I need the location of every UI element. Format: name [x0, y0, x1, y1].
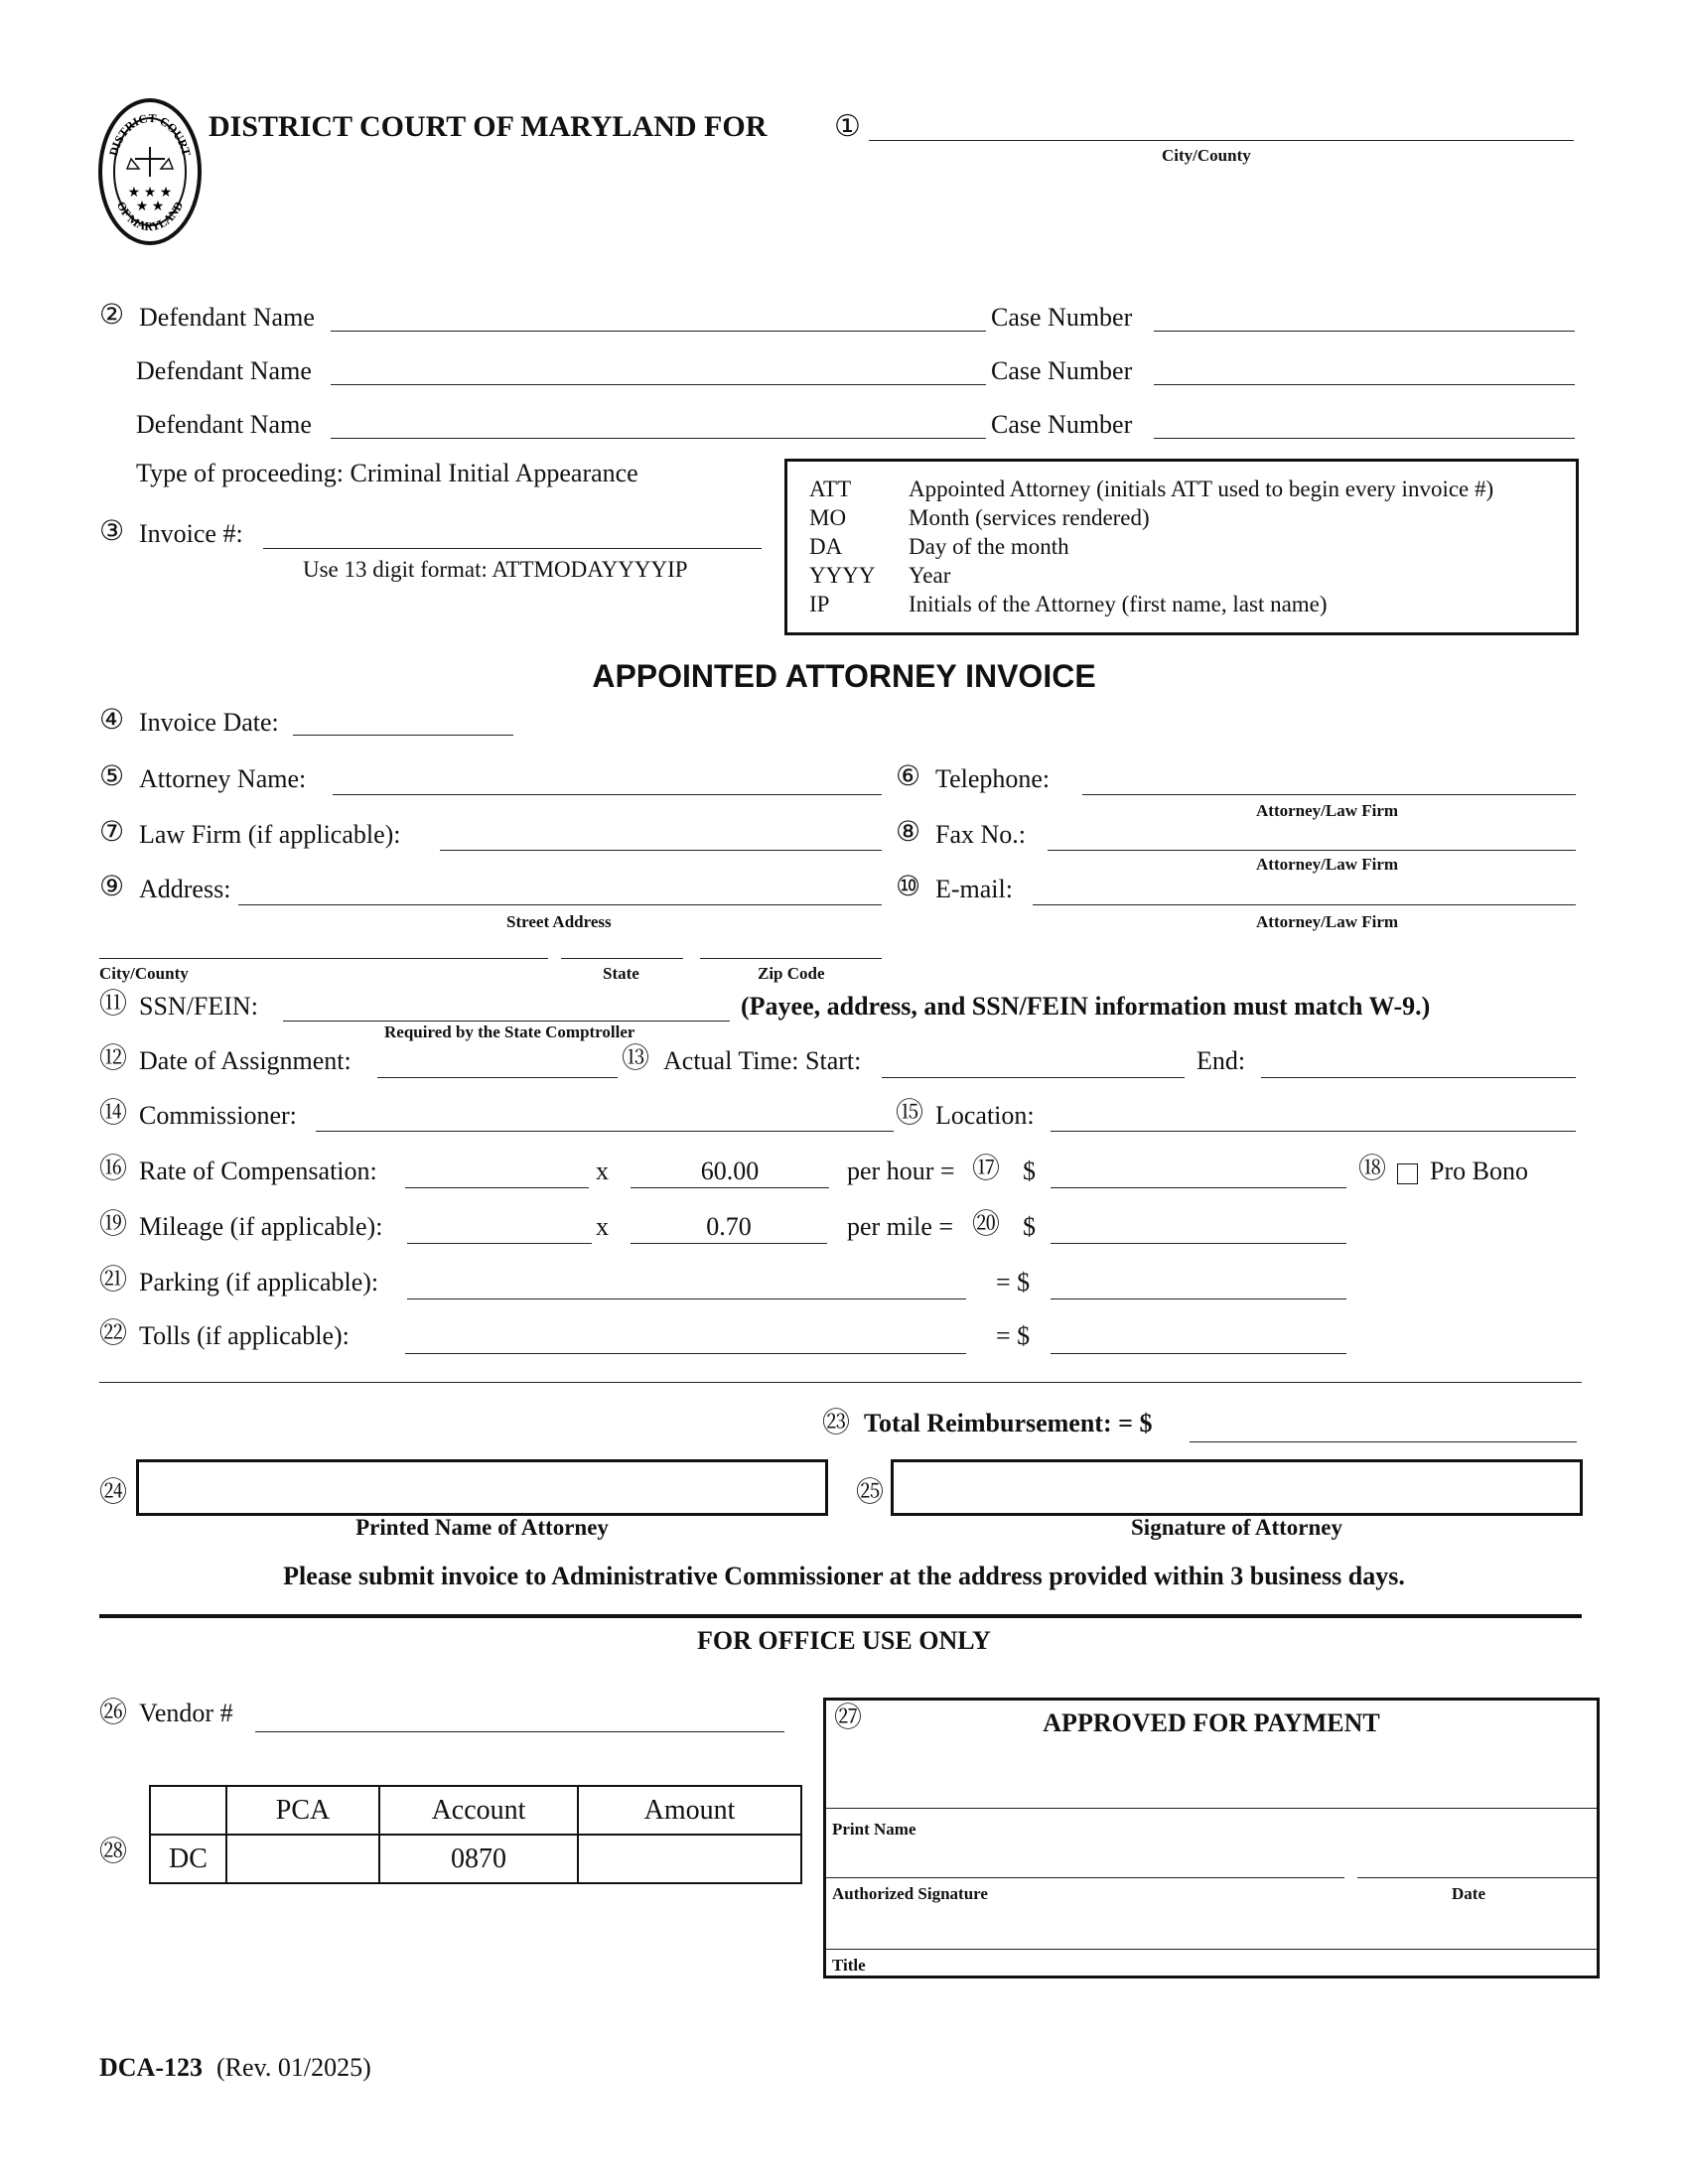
end-time-input[interactable] — [1261, 1046, 1576, 1078]
defendant-name-label: Defendant Name — [139, 303, 315, 332]
account-table — [149, 1785, 802, 1884]
rate-hours-input[interactable] — [405, 1157, 589, 1188]
field-number-9: ⑨ — [99, 872, 125, 902]
field-number-16: ⑯ — [99, 1154, 128, 1184]
field-number-22: ㉒ — [99, 1318, 128, 1349]
printed-name-caption: Printed Name of Attorney — [355, 1515, 609, 1540]
field-number-6: ⑥ — [896, 761, 921, 792]
tolls-total-input[interactable] — [1051, 1323, 1346, 1354]
w9-note: (Payee, address, and SSN/FEIN information must match W-9.) — [741, 992, 1431, 1021]
field-number-4: ④ — [99, 705, 125, 736]
invoice-date-label: Invoice Date: — [139, 708, 279, 737]
legend-desc: Appointed Attorney (initials ATT used to begin every invoice #) — [909, 477, 1494, 501]
authorized-signature-label: Authorized Signature — [832, 1884, 988, 1903]
actual-time-start-label: Actual Time: Start: — [663, 1046, 862, 1075]
per-hour-label: per hour = — [847, 1157, 955, 1185]
rate-dollar: $ — [1023, 1157, 1036, 1185]
proceeding-type: Type of proceeding: Criminal Initial Appearance — [136, 459, 638, 487]
field-number-27: ㉗ — [834, 1703, 863, 1733]
location-input[interactable] — [1051, 1100, 1576, 1132]
legend-desc: Day of the month — [909, 534, 1069, 559]
parking-total-input[interactable] — [1051, 1268, 1346, 1299]
street-address-input[interactable] — [238, 874, 882, 905]
table-row — [150, 1835, 801, 1883]
telephone-caption: Attorney/Law Firm — [1256, 801, 1399, 820]
fax-input[interactable] — [1048, 820, 1576, 851]
field-number-1: ① — [834, 110, 861, 143]
attorney-name-label: Attorney Name: — [139, 764, 307, 793]
mileage-total-input[interactable] — [1051, 1212, 1346, 1244]
invoice-code-legend — [784, 459, 1579, 635]
ssn-label: SSN/FEIN: — [139, 992, 258, 1021]
telephone-label: Telephone: — [935, 764, 1051, 793]
total-reimbursement-input[interactable] — [1190, 1411, 1577, 1442]
city-county-caption: City/County — [1162, 146, 1251, 165]
tolls-label: Tolls (if applicable): — [139, 1321, 350, 1350]
form-revision: (Rev. 01/2025) — [216, 2053, 371, 2082]
legend-code: MO — [809, 505, 847, 530]
address-label: Address: — [139, 875, 231, 903]
field-number-19: ⑲ — [99, 1209, 128, 1240]
parking-input[interactable] — [407, 1268, 966, 1299]
mileage-input[interactable] — [407, 1212, 592, 1244]
vendor-input[interactable] — [255, 1701, 784, 1732]
fax-caption: Attorney/Law Firm — [1256, 855, 1399, 874]
email-caption: Attorney/Law Firm — [1256, 912, 1399, 931]
rate-total-input[interactable] — [1051, 1157, 1346, 1188]
form-title: APPOINTED ATTORNEY INVOICE — [592, 658, 1096, 694]
rate-value-text: 60.00 — [700, 1157, 760, 1185]
telephone-input[interactable] — [1082, 764, 1576, 795]
city-county-address-caption: City/County — [99, 964, 189, 983]
approval-box — [823, 1698, 1600, 1979]
legend-desc: Year — [909, 563, 951, 588]
invoice-date-input[interactable] — [293, 707, 513, 736]
approval-date-label: Date — [1452, 1884, 1485, 1903]
svg-text:★ ★: ★ ★ — [135, 200, 165, 214]
legend-desc: Initials of the Attorney (first name, last name) — [909, 592, 1328, 616]
parking-label: Parking (if applicable): — [139, 1268, 379, 1297]
defendant-name-input-2[interactable] — [331, 351, 986, 385]
case-number-label: Case Number — [991, 356, 1133, 385]
seal-top-text: DISTRICT COURT — [105, 110, 195, 158]
court-seal — [97, 97, 203, 246]
zip-code-caption: Zip Code — [758, 964, 825, 983]
per-mile-label: per mile = — [847, 1212, 954, 1241]
vendor-label: Vendor # — [139, 1699, 233, 1727]
rate-label: Rate of Compensation: — [139, 1157, 377, 1185]
state-input[interactable] — [561, 933, 683, 959]
pca-cell[interactable] — [226, 1835, 379, 1883]
title-label: Title — [832, 1956, 866, 1975]
pro-bono-checkbox[interactable] — [1397, 1163, 1418, 1184]
table-row — [150, 1786, 801, 1835]
street-address-caption: Street Address — [506, 912, 612, 931]
field-number-20: ⑳ — [972, 1209, 1001, 1240]
tolls-input[interactable] — [405, 1323, 966, 1354]
invoice-format-hint: Use 13 digit format: ATTMODAYYYYIP — [303, 557, 688, 582]
ssn-fein-input[interactable] — [283, 991, 730, 1022]
email-input[interactable] — [1033, 874, 1576, 905]
field-number-13: ⑬ — [622, 1043, 650, 1074]
field-number-28: ㉘ — [99, 1837, 128, 1867]
defendant-name-label: Defendant Name — [136, 410, 312, 439]
case-number-input-2[interactable] — [1154, 351, 1575, 385]
legend-desc: Month (services rendered) — [909, 505, 1150, 530]
print-name-line[interactable] — [826, 1808, 1597, 1809]
fax-label: Fax No.: — [935, 820, 1026, 849]
commissioner-label: Commissioner: — [139, 1101, 297, 1130]
approval-title: APPROVED FOR PAYMENT — [1043, 1708, 1380, 1737]
table-header-account: Account — [379, 1786, 578, 1835]
legend-code: ATT — [809, 477, 852, 501]
svg-text:★ ★ ★: ★ ★ ★ — [127, 186, 173, 201]
mileage-times: x — [596, 1212, 609, 1241]
commissioner-input[interactable] — [316, 1100, 894, 1132]
attorney-signature-caption: Signature of Attorney — [1131, 1515, 1342, 1540]
defendant-name-input-3[interactable] — [331, 405, 986, 439]
form-id: DCA-123 — [99, 2053, 203, 2082]
ssn-caption: Required by the State Comptroller — [384, 1023, 635, 1041]
table-row-label: DC — [150, 1835, 226, 1883]
office-divider — [99, 1614, 1582, 1618]
field-number-12: ⑫ — [99, 1043, 128, 1074]
case-number-label: Case Number — [991, 303, 1133, 332]
section-divider — [99, 1382, 1582, 1383]
legend-code: DA — [809, 534, 843, 559]
rate-times: x — [596, 1157, 609, 1185]
field-number-10: ⑩ — [896, 872, 921, 902]
email-label: E-mail: — [935, 875, 1013, 903]
case-number-input-3[interactable] — [1154, 405, 1575, 439]
tolls-eq: = $ — [996, 1321, 1031, 1350]
authorized-signature-line[interactable] — [826, 1877, 1344, 1878]
table-header-amount: Amount — [578, 1786, 801, 1835]
submit-note: Please submit invoice to Administrative Commissioner at the address provided within 3 business days. — [283, 1562, 1405, 1590]
case-number-label: Case Number — [991, 410, 1133, 439]
field-number-26: ㉖ — [99, 1698, 128, 1728]
field-number-5: ⑤ — [99, 761, 125, 792]
law-firm-input[interactable] — [440, 820, 882, 851]
account-cell[interactable]: 0870 — [379, 1835, 578, 1883]
zip-code-input[interactable] — [700, 933, 882, 959]
field-number-17: ⑰ — [972, 1154, 1001, 1184]
amount-cell[interactable] — [578, 1835, 801, 1883]
law-firm-label: Law Firm (if applicable): — [139, 820, 401, 849]
court-title: DISTRICT COURT OF MARYLAND FOR — [209, 110, 768, 143]
mileage-label: Mileage (if applicable): — [139, 1212, 383, 1241]
field-number-24: ㉔ — [99, 1477, 128, 1508]
print-name-label: Print Name — [832, 1820, 916, 1839]
field-number-2: ② — [99, 300, 125, 331]
seal-bottom-text: OF MARYLAND — [113, 199, 187, 234]
attorney-signature-box[interactable] — [891, 1459, 1583, 1516]
state-caption: State — [603, 964, 639, 983]
mileage-rate-text: 0.70 — [706, 1212, 752, 1241]
assignment-date-input[interactable] — [377, 1046, 618, 1078]
location-label: Location: — [935, 1101, 1035, 1130]
attorney-name-input[interactable] — [333, 764, 882, 795]
table-header-pca: PCA — [226, 1786, 379, 1835]
end-time-label: End: — [1196, 1046, 1246, 1075]
field-number-7: ⑦ — [99, 817, 125, 848]
invoice-number-label: Invoice #: — [139, 519, 243, 548]
field-number-14: ⑭ — [99, 1098, 128, 1129]
start-time-input[interactable] — [882, 1046, 1185, 1078]
total-reimbursement-label: Total Reimbursement: = $ — [864, 1409, 1153, 1437]
table-corner-cell — [150, 1786, 226, 1835]
field-number-21: ㉑ — [99, 1265, 128, 1296]
field-number-18: ⑱ — [1358, 1154, 1387, 1184]
legend-code: IP — [809, 592, 830, 616]
field-number-23: ㉓ — [822, 1408, 851, 1438]
invoice-number-input[interactable] — [263, 518, 762, 549]
field-number-3: ③ — [99, 516, 125, 547]
field-number-8: ⑧ — [896, 817, 921, 848]
office-use-heading: FOR OFFICE USE ONLY — [697, 1626, 991, 1655]
defendant-name-input-1[interactable] — [331, 298, 986, 332]
approval-date-line[interactable] — [1357, 1877, 1597, 1878]
city-county-address-input[interactable] — [99, 933, 548, 959]
defendant-name-label: Defendant Name — [136, 356, 312, 385]
printed-name-box[interactable] — [136, 1459, 828, 1516]
pro-bono-label: Pro Bono — [1430, 1157, 1528, 1185]
parking-eq: = $ — [996, 1268, 1031, 1297]
field-number-11: ⑪ — [99, 989, 128, 1020]
mileage-dollar: $ — [1023, 1212, 1036, 1241]
city-county-input[interactable] — [869, 111, 1574, 141]
case-number-input-1[interactable] — [1154, 298, 1575, 332]
field-number-15: ⑮ — [896, 1098, 924, 1129]
field-number-25: ㉕ — [856, 1477, 885, 1508]
assignment-date-label: Date of Assignment: — [139, 1046, 352, 1075]
title-line[interactable] — [826, 1949, 1597, 1950]
legend-code: YYYY — [809, 563, 876, 588]
